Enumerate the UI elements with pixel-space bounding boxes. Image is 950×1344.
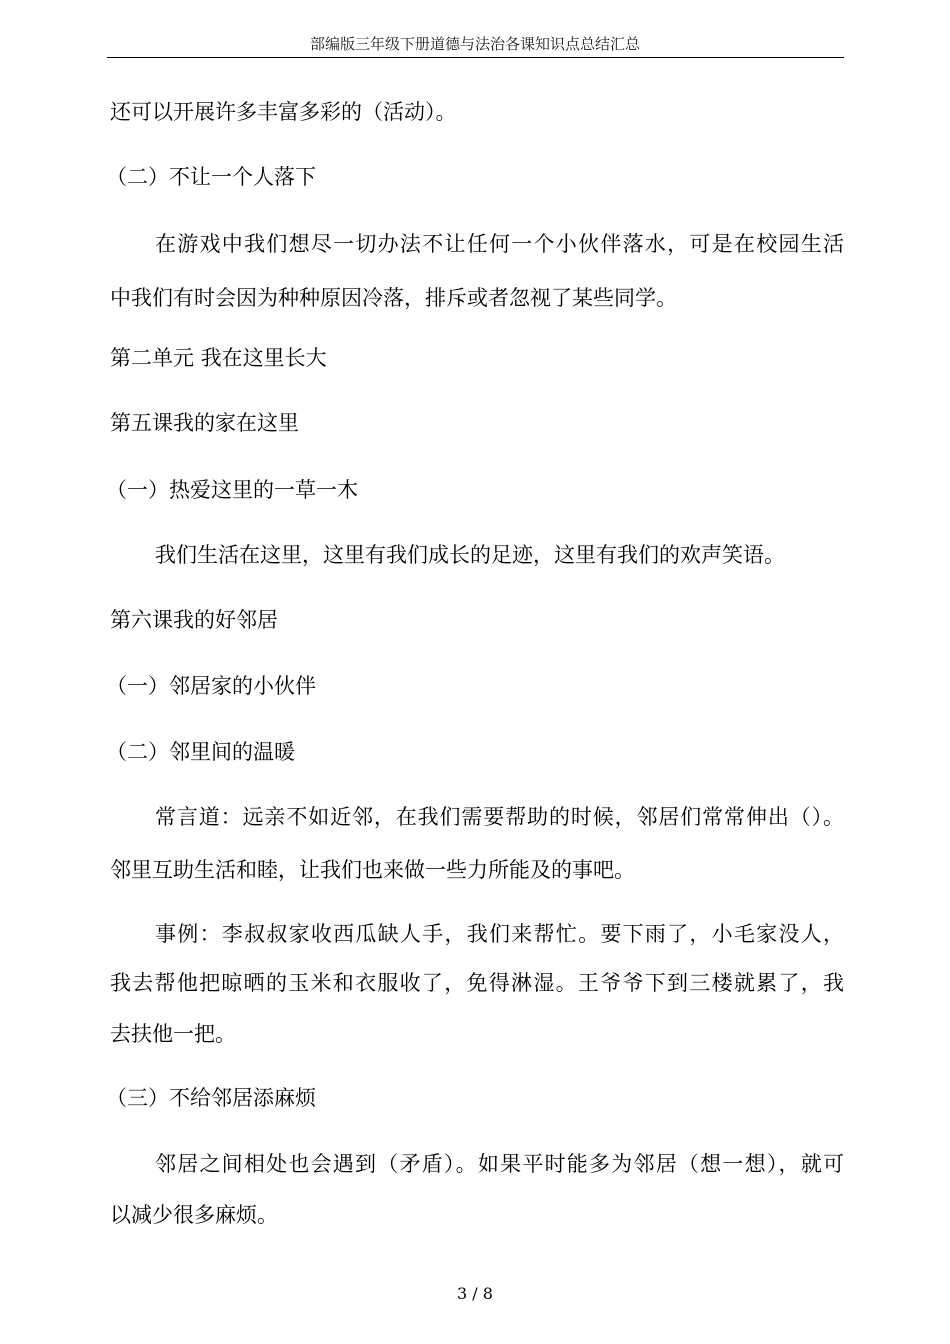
- paragraph-live-here: 我们生活在这里，这里有我们成长的足迹，这里有我们的欢声笑语。: [155, 543, 785, 567]
- paragraph-conflict-line-2: 以减少很多麻烦。: [110, 1203, 278, 1227]
- document-header-title: 部编版三年级下册道德与法治各课知识点总结汇总: [309, 35, 640, 53]
- paragraph-example-line-1: 事例：李叔叔家收西瓜缺人手，我们来帮忙。要下雨了，小毛家没人，: [155, 922, 844, 946]
- header-divider: [107, 57, 844, 58]
- section-heading-warmth: （二）邻里间的温暖: [106, 740, 295, 764]
- paragraph-activities: 还可以开展许多丰富多彩的（活动）。: [110, 100, 457, 124]
- lesson-title-lesson-6: 第六课我的好邻居: [110, 608, 278, 632]
- paragraph-saying-line-2: 邻里互助生活和睦，让我们也来做一些力所能及的事吧。: [110, 858, 635, 882]
- paragraph-conflict-line-1: 邻居之间相处也会遇到（矛盾）。如果平时能多为邻居（想一想），就可: [155, 1152, 844, 1176]
- paragraph-saying-line-1: 常言道：远亲不如近邻，在我们需要帮助的时候，邻居们常常伸出（）。: [155, 805, 844, 829]
- paragraph-example-line-3: 去扶他一把。: [110, 1022, 236, 1046]
- section-heading-no-one-left: （二）不让一个人落下: [106, 165, 316, 189]
- section-heading-neighbor-kids: （一）邻居家的小伙伴: [106, 674, 316, 698]
- paragraph-example-line-2: 我去帮他把晾晒的玉米和衣服收了，免得淋湿。王爷爷下到三楼就累了，我: [110, 971, 844, 995]
- unit-title-unit-2: 第二单元 我在这里长大: [110, 346, 327, 370]
- page-number: 3 / 8: [457, 1284, 493, 1303]
- paragraph-game-line-2: 中我们有时会因为种种原因冷落，排斥或者忽视了某些同学。: [110, 286, 677, 310]
- section-heading-no-trouble: （三）不给邻居添麻烦: [106, 1086, 316, 1110]
- section-heading-love-here: （一）热爱这里的一草一木: [106, 478, 358, 502]
- lesson-title-lesson-5: 第五课我的家在这里: [110, 411, 299, 435]
- paragraph-game-line-1: 在游戏中我们想尽一切办法不让任何一个小伙伴落水，可是在校园生活: [155, 232, 844, 256]
